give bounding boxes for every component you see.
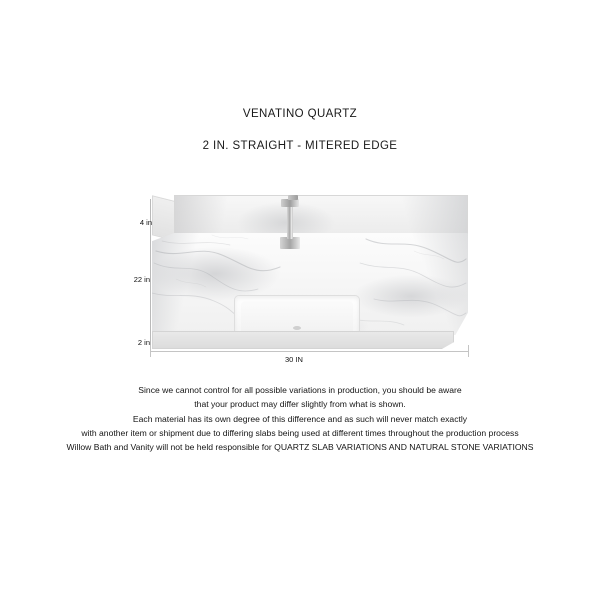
faucet-lever	[288, 195, 298, 200]
disclaimer-line-3: Each material has its own degree of this difference and as such will never match exactly	[132, 413, 468, 424]
disclaimer-line-4: with another item or shipment due to differing slabs being used at different times throughout the production process	[81, 427, 519, 438]
width-measure-cap-right	[468, 345, 469, 357]
disclaimer-line-5: Willow Bath and Vanity will not be held responsible for QUARTZ SLAB VARIATIONS AND NATURAL STONE VARIATIONS	[66, 442, 534, 453]
backsplash	[174, 195, 468, 235]
vanity-top-illustration	[152, 195, 468, 353]
disclaimer-line-1: Since we cannot control for all possible variations in production, you should be aware	[138, 385, 462, 395]
dimension-backsplash-height: 4 in	[139, 218, 152, 227]
page-subtitle: 2 IN. STRAIGHT - MITERED EDGE	[202, 140, 398, 152]
dimension-edge-thickness: 2 in	[137, 338, 150, 347]
faucet-spout	[287, 203, 293, 239]
countertop-surface	[152, 233, 468, 335]
page-title: VENATINO QUARTZ	[242, 108, 358, 120]
width-measure-cap-left	[150, 345, 151, 357]
drain-icon	[293, 326, 301, 330]
disclaimer-line-2: that your product may differ slightly from what is shown.	[194, 399, 406, 410]
dimension-width: 30 IN	[285, 355, 303, 364]
disclaimer-text	[0, 383, 600, 454]
faucet-head	[281, 199, 299, 207]
dimension-depth: 22 in	[133, 275, 150, 284]
vanity-top-dimension-diagram	[0, 175, 600, 370]
mitered-front-edge	[152, 331, 454, 349]
